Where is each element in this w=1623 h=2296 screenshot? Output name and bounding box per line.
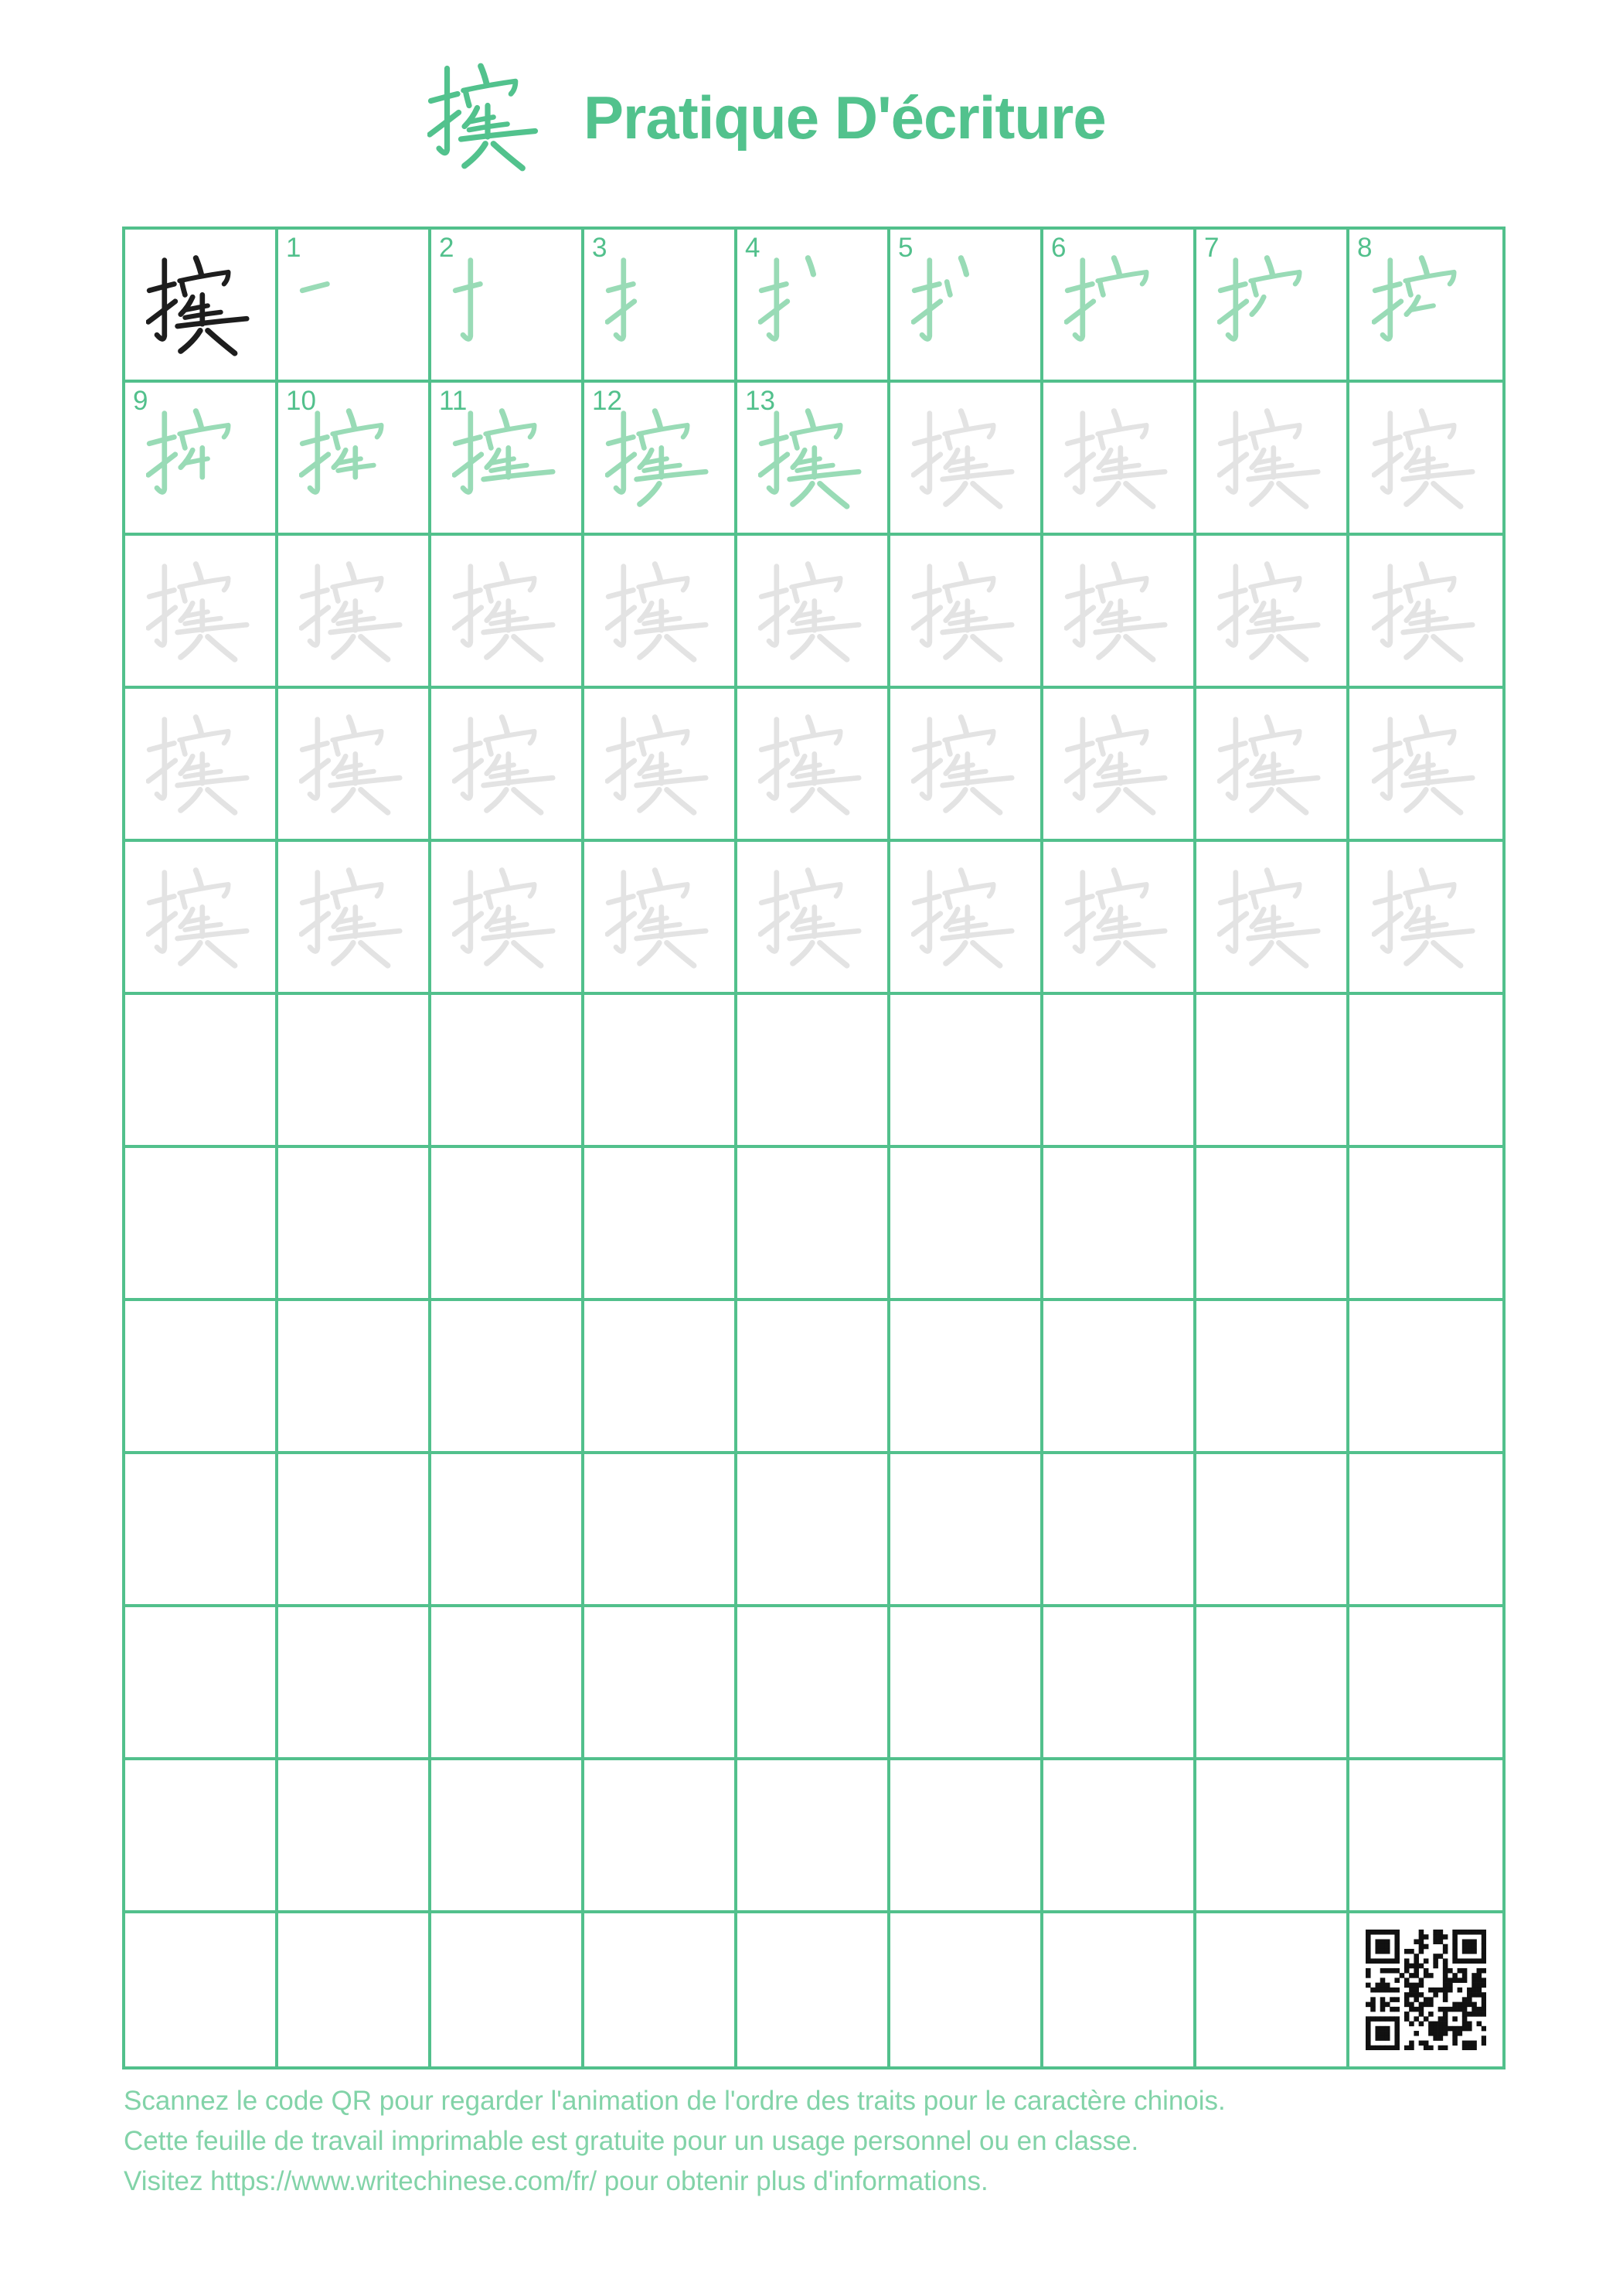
example-character-glyph: [146, 250, 254, 359]
practice-cell: [890, 1148, 1043, 1301]
trace-character-glyph: [758, 863, 866, 971]
stroke-number: 1: [286, 233, 301, 263]
stroke-order-glyph: [605, 250, 713, 359]
page-title: Pratique D'écriture: [584, 83, 1106, 152]
practice-cell: [278, 1148, 431, 1301]
trace-character-glyph: [1217, 404, 1325, 512]
practice-cell: [1349, 383, 1502, 536]
practice-cell: [1349, 1607, 1502, 1760]
practice-cell: [431, 1607, 584, 1760]
practice-cell: [1349, 995, 1502, 1148]
trace-character-glyph: [146, 710, 254, 818]
practice-cell: [278, 1607, 431, 1760]
practice-cell: [737, 1148, 890, 1301]
stroke-number: 7: [1204, 233, 1220, 263]
practice-cell: [1043, 1607, 1196, 1760]
practice-cell: [890, 536, 1043, 689]
footer: [124, 2087, 1226, 2208]
stroke-order-glyph: [911, 250, 1019, 359]
stroke-number: 3: [592, 233, 607, 263]
practice-cell: [1043, 1454, 1196, 1607]
practice-cell: [584, 1148, 737, 1301]
practice-cell: [278, 383, 431, 536]
practice-cell: [1349, 1148, 1502, 1301]
practice-cell: [1043, 1913, 1196, 2066]
trace-character-glyph: [911, 404, 1019, 512]
stroke-number: 10: [286, 386, 316, 416]
practice-cell: [584, 1301, 737, 1454]
practice-cell: [737, 383, 890, 536]
practice-cell: [431, 230, 584, 383]
practice-cell: [1349, 536, 1502, 689]
practice-cell: [1043, 383, 1196, 536]
practice-cell: [584, 995, 737, 1148]
practice-cell: [1196, 689, 1349, 842]
practice-cell: [1196, 383, 1349, 536]
stroke-order-glyph: [605, 404, 713, 512]
trace-character-glyph: [1372, 710, 1480, 818]
practice-cell: [1196, 1301, 1349, 1454]
stroke-order-glyph: [1064, 250, 1172, 359]
stroke-order-glyph: [1217, 250, 1325, 359]
stroke-order-glyph: [1372, 250, 1480, 359]
practice-cell: [1349, 842, 1502, 995]
trace-character-glyph: [1372, 557, 1480, 665]
practice-cell: [125, 842, 278, 995]
practice-cell: [890, 383, 1043, 536]
practice-cell: [1043, 230, 1196, 383]
footer-line: Visitez https://www.writechinese.com/fr/ pour obtenir plus d'informations.: [124, 2166, 988, 2196]
practice-cell: [584, 536, 737, 689]
practice-cell: [431, 383, 584, 536]
trace-character-glyph: [452, 557, 560, 665]
practice-cell: [1349, 230, 1502, 383]
trace-character-glyph: [1064, 404, 1172, 512]
stroke-number: 8: [1357, 233, 1373, 263]
practice-cell: [584, 230, 737, 383]
practice-cell: [125, 536, 278, 689]
practice-cell: [1196, 1760, 1349, 1913]
practice-cell: [890, 1454, 1043, 1607]
trace-character-glyph: [1217, 710, 1325, 818]
practice-cell: [431, 995, 584, 1148]
practice-cell: [1196, 1607, 1349, 1760]
stroke-order-glyph: [146, 404, 254, 512]
practice-cell: [890, 1301, 1043, 1454]
footer-line: Cette feuille de travail imprimable est gratuite pour un usage personnel ou en classe.: [124, 2126, 1139, 2156]
practice-cell: [278, 1760, 431, 1913]
practice-cell: [584, 1913, 737, 2066]
practice-cell: [1043, 1148, 1196, 1301]
practice-cell: [737, 1760, 890, 1913]
practice-cell: [125, 1301, 278, 1454]
practice-cell: [278, 1913, 431, 2066]
stroke-order-glyph: [758, 250, 866, 359]
trace-character-glyph: [911, 863, 1019, 971]
practice-cell: [278, 230, 431, 383]
practice-cell: [125, 689, 278, 842]
practice-cell: [890, 230, 1043, 383]
practice-cell: [584, 689, 737, 842]
stroke-order-glyph: [452, 250, 560, 359]
practice-cell: [125, 1148, 278, 1301]
practice-cell: [431, 1301, 584, 1454]
practice-cell: [584, 842, 737, 995]
practice-cell: [737, 536, 890, 689]
header-character-glyph: [427, 58, 543, 174]
trace-character-glyph: [1064, 557, 1172, 665]
practice-cell: [890, 1607, 1043, 1760]
trace-character-glyph: [758, 557, 866, 665]
practice-cell: [278, 1454, 431, 1607]
trace-character-glyph: [146, 557, 254, 665]
practice-cell: [1196, 536, 1349, 689]
practice-cell: [890, 995, 1043, 1148]
trace-character-glyph: [1217, 557, 1325, 665]
header-character: [427, 58, 543, 178]
practice-cell: [1349, 1913, 1502, 2066]
trace-character-glyph: [911, 710, 1019, 818]
trace-character-glyph: [605, 557, 713, 665]
stroke-number: 5: [898, 233, 914, 263]
trace-character-glyph: [605, 710, 713, 818]
practice-cell: [737, 1913, 890, 2066]
practice-cell: [125, 1454, 278, 1607]
practice-cell: [584, 1454, 737, 1607]
stroke-number: 2: [439, 233, 454, 263]
stroke-number: 4: [745, 233, 760, 263]
trace-character-glyph: [1064, 710, 1172, 818]
practice-cell: [278, 995, 431, 1148]
practice-cell: [431, 536, 584, 689]
stroke-number: 11: [439, 386, 468, 416]
practice-cell: [1349, 689, 1502, 842]
practice-cell: [1196, 1148, 1349, 1301]
practice-cell: [1196, 1913, 1349, 2066]
trace-character-glyph: [146, 863, 254, 971]
practice-cell: [431, 1148, 584, 1301]
practice-cell: [737, 689, 890, 842]
practice-cell: [737, 230, 890, 383]
practice-cell: [890, 1913, 1043, 2066]
practice-cell: [125, 1913, 278, 2066]
practice-cell: [278, 689, 431, 842]
trace-character-glyph: [911, 557, 1019, 665]
practice-cell: [1043, 1760, 1196, 1913]
practice-cell: [584, 1607, 737, 1760]
practice-cell: [737, 1454, 890, 1607]
worksheet-header: [427, 56, 1106, 179]
practice-cell: [1043, 995, 1196, 1148]
footer-line: Scannez le code QR pour regarder l'animation de l'ordre des traits pour le caractère chinois.: [124, 2086, 1226, 2116]
practice-cell: [431, 689, 584, 842]
practice-cell: [890, 1760, 1043, 1913]
practice-cell: [584, 1760, 737, 1913]
practice-cell: [125, 1760, 278, 1913]
trace-character-glyph: [758, 710, 866, 818]
stroke-order-glyph: [452, 404, 560, 512]
practice-cell: [1043, 842, 1196, 995]
stroke-order-glyph: [758, 404, 866, 512]
practice-cell: [431, 1913, 584, 2066]
stroke-number: 9: [133, 386, 148, 416]
practice-cell: [890, 842, 1043, 995]
practice-cell: [1196, 1454, 1349, 1607]
practice-cell: [737, 1607, 890, 1760]
stroke-order-glyph: [299, 250, 407, 359]
practice-cell: [431, 1760, 584, 1913]
trace-character-glyph: [299, 710, 407, 818]
practice-cell: [125, 995, 278, 1148]
practice-cell: [278, 536, 431, 689]
practice-cell: [431, 1454, 584, 1607]
trace-character-glyph: [1217, 863, 1325, 971]
trace-character-glyph: [605, 863, 713, 971]
practice-cell: [1349, 1760, 1502, 1913]
trace-character-glyph: [452, 710, 560, 818]
trace-character-glyph: [452, 863, 560, 971]
practice-cell: [1043, 536, 1196, 689]
practice-cell: [1043, 1301, 1196, 1454]
practice-cell: [125, 1607, 278, 1760]
qr-code: [1366, 1930, 1486, 2050]
practice-cell: [1043, 689, 1196, 842]
practice-cell: [1196, 230, 1349, 383]
practice-cell: [1349, 1301, 1502, 1454]
practice-cell: [278, 1301, 431, 1454]
stroke-number: 6: [1051, 233, 1067, 263]
practice-cell: [737, 1301, 890, 1454]
trace-character-glyph: [1064, 863, 1172, 971]
practice-cell: [737, 995, 890, 1148]
stroke-number: 13: [745, 386, 775, 416]
practice-cell: [1349, 1454, 1502, 1607]
practice-grid: [122, 227, 1506, 2069]
practice-cell: [431, 842, 584, 995]
stroke-order-glyph: [299, 404, 407, 512]
practice-cell: [125, 230, 278, 383]
trace-character-glyph: [299, 863, 407, 971]
practice-cell: [125, 383, 278, 536]
practice-cell: [1196, 842, 1349, 995]
trace-character-glyph: [299, 557, 407, 665]
trace-character-glyph: [1372, 863, 1480, 971]
practice-cell: [737, 842, 890, 995]
practice-cell: [890, 689, 1043, 842]
trace-character-glyph: [1372, 404, 1480, 512]
practice-cell: [1196, 995, 1349, 1148]
practice-cell: [584, 383, 737, 536]
stroke-number: 12: [592, 386, 622, 416]
practice-cell: [278, 842, 431, 995]
